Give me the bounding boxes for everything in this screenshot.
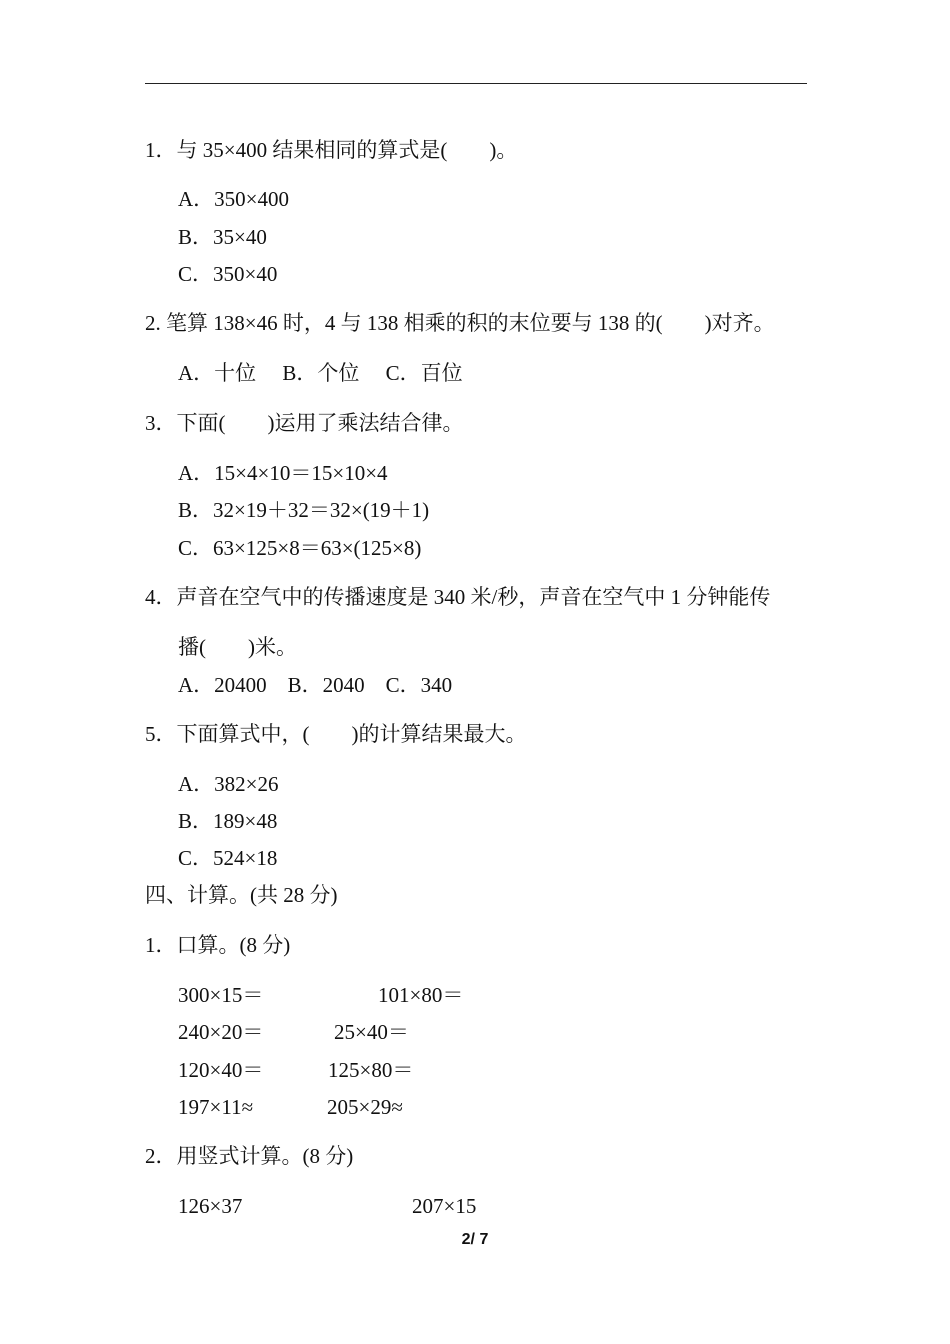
oral-calc-item: 240×20＝	[178, 1020, 264, 1044]
oral-calc-item: 197×11≈	[178, 1095, 254, 1119]
vertical-calc-item: 207×15	[412, 1194, 477, 1218]
oral-calc-item: 300×15＝	[178, 983, 264, 1007]
q3-option-a: A．15×4×10＝15×10×4	[178, 461, 388, 485]
oral-calc-item: 101×80＝	[378, 983, 464, 1007]
q4-options: A．20400 B．2040 C．340	[178, 673, 453, 697]
q1-option-c: C．350×40	[178, 262, 278, 286]
q3-stem: 3．下面( )运用了乘法结合律。	[145, 411, 464, 435]
q1-option-a: A．350×400	[178, 187, 290, 211]
oral-calc-item: 120×40＝	[178, 1058, 264, 1082]
q2-stem: 2. 笔算 138×46 时，4 与 138 相乘的积的末位要与 138 的( )对齐。	[145, 311, 775, 335]
section4-sub2-title: 2．用竖式计算。(8 分)	[145, 1144, 354, 1168]
q5-option-b: B．189×48	[178, 809, 278, 833]
page-number: 2/ 7	[461, 1231, 489, 1248]
header-rule	[145, 83, 807, 84]
q4-stem-line1: 4．声音在空气中的传播速度是 340 米/秒，声音在空气中 1 分钟能传	[145, 585, 771, 609]
q3-option-b: B．32×19＋32＝32×(19＋1)	[178, 498, 430, 522]
q2-options: A．十位 B．个位 C．百位	[178, 361, 463, 385]
oral-calc-item: 125×80＝	[328, 1058, 414, 1082]
q5-option-a: A．382×26	[178, 772, 279, 796]
q1-stem: 1．与 35×400 结果相同的算式是( )。	[145, 138, 518, 162]
q3-option-c: C．63×125×8＝63×(125×8)	[178, 536, 422, 560]
section4-sub1-title: 1．口算。(8 分)	[145, 933, 291, 957]
q4-stem-line2: 播( )米。	[178, 635, 297, 659]
q5-option-c: C．524×18	[178, 846, 278, 870]
oral-calc-item: 205×29≈	[327, 1095, 403, 1119]
oral-calc-item: 25×40＝	[334, 1020, 409, 1044]
section4-heading: 四、计算。(共 28 分)	[145, 883, 338, 907]
q1-option-b: B．35×40	[178, 225, 267, 249]
vertical-calc-item: 126×37	[178, 1194, 243, 1218]
q5-stem: 5．下面算式中，( )的计算结果最大。	[145, 722, 527, 746]
